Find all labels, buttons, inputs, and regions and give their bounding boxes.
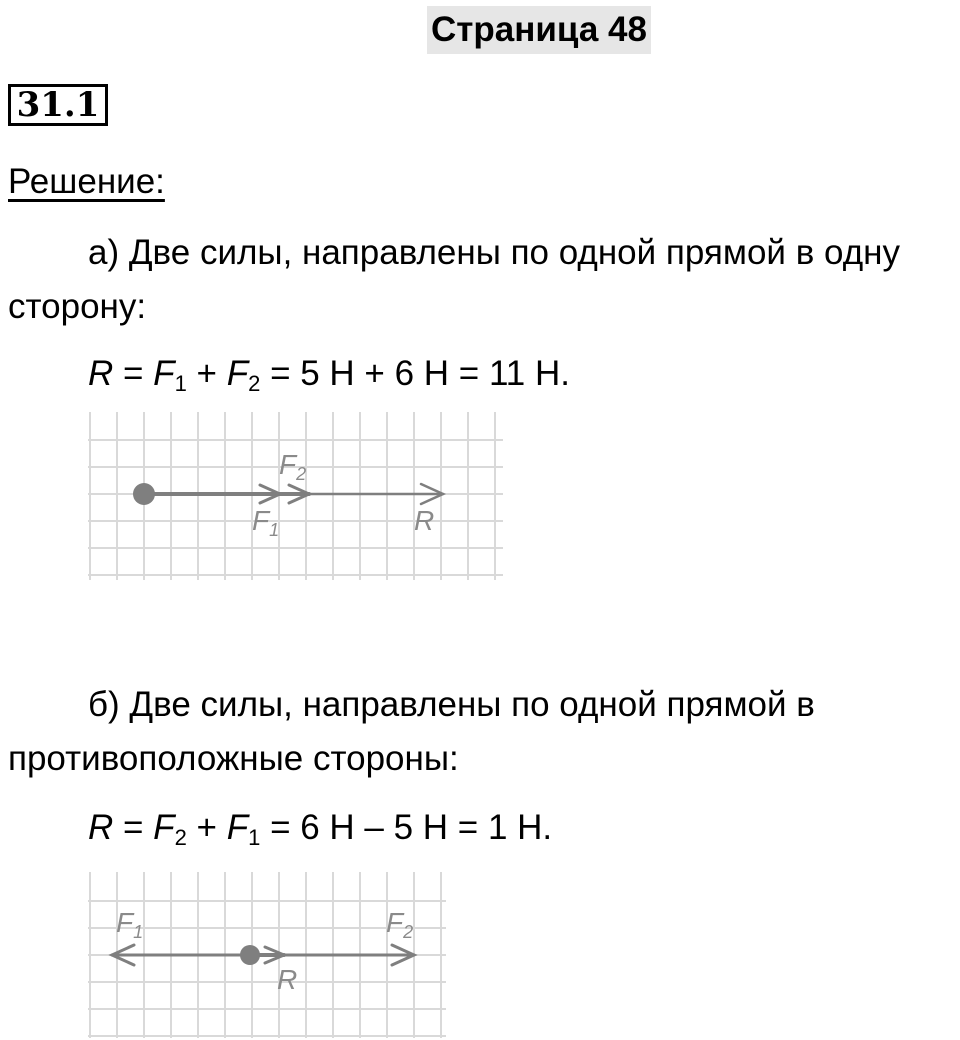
application-point-a <box>133 483 155 505</box>
label-r-b: R <box>277 964 298 995</box>
part-a-text: а) Две силы, направлены по одной прямой в одну сторону: <box>8 233 900 326</box>
task-number: 31.1 <box>8 84 108 126</box>
label-r-a: R <box>414 505 435 536</box>
formula-f1: F <box>153 354 175 393</box>
label-f2-a: $F_2$ <box>279 449 307 484</box>
application-point-b <box>240 945 260 965</box>
vector-f1-b <box>112 945 250 965</box>
part-a-formula <box>88 352 570 396</box>
label-f1-b: $F_1$ <box>116 907 144 942</box>
part-b-formula <box>88 806 552 850</box>
formula-equals: = <box>113 354 154 393</box>
diagram-a <box>88 412 503 580</box>
formula-f2: F <box>226 354 249 393</box>
vector-f1-f2-a <box>144 485 309 503</box>
formula-result: = 5 Н + 6 Н = 11 Н. <box>260 354 570 393</box>
formula-f2-sub: 2 <box>248 371 261 396</box>
formula-plus: + <box>186 354 227 393</box>
formula-r: R <box>88 808 114 847</box>
formula-f2: F <box>153 808 175 847</box>
part-b-text: б) Две силы, направлены по одной прямой в противоположные стороны: <box>8 685 815 778</box>
formula-f1-sub: 1 <box>248 825 261 850</box>
label-f2-b: $F_2$ <box>386 907 414 942</box>
diagram-b <box>88 872 446 1038</box>
formula-equals: = <box>113 808 154 847</box>
formula-f1-sub: 1 <box>174 371 187 396</box>
formula-f1: F <box>226 808 249 847</box>
formula-r: R <box>88 354 114 393</box>
formula-f2-sub: 2 <box>174 825 187 850</box>
formula-plus: + <box>186 808 227 847</box>
solution-label: Решение: <box>8 162 165 201</box>
label-f1-a: $F_1$ <box>252 505 280 540</box>
formula-result: = 6 Н – 5 Н = 1 Н. <box>260 808 553 847</box>
page-title: Страница 48 <box>427 6 651 54</box>
